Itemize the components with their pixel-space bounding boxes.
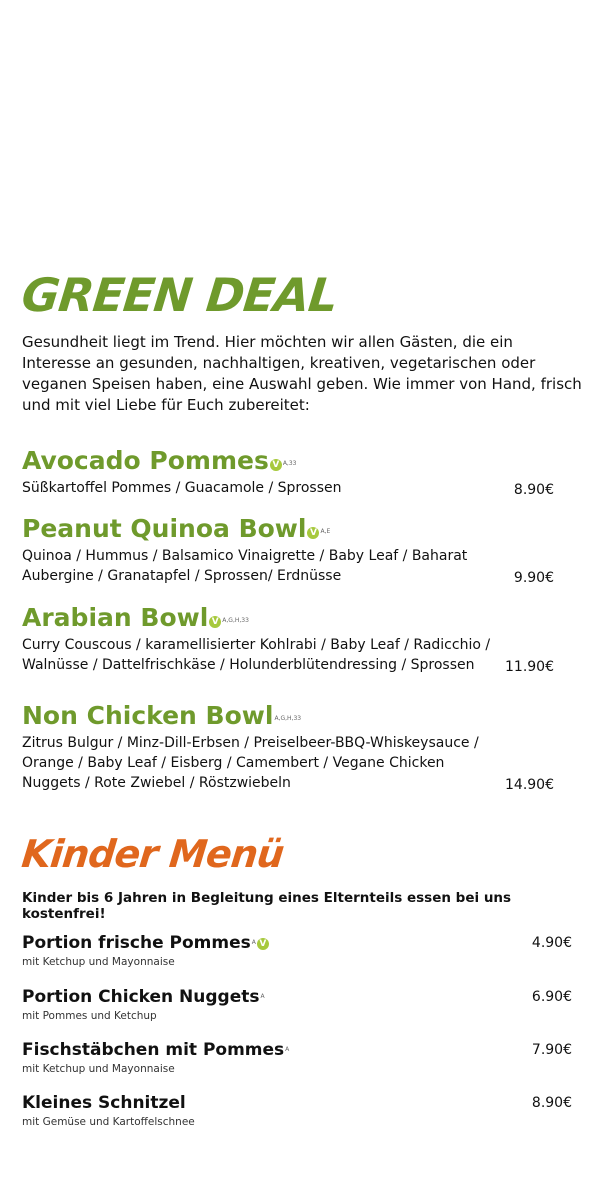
dish-price: 14.90€ [505,777,554,793]
dish-item [22,514,582,586]
allergen-codes: A [260,993,265,1000]
dish-name: Peanut Quinoa Bowl [22,514,307,543]
dish-description: Süßkartoffel Pommes / Guacamole / Sprossen [22,480,342,496]
kids-item-price: 7.90€ [531,1042,572,1058]
dish-name: Non Chicken Bowl [22,701,274,730]
dish-name: Avocado Pommes [22,446,269,475]
green-deal-intro: Gesundheit liegt im Trend. Hier möchten wir allen Gästen, die ein Interesse an gesunden, nachhaltigen, kreativen, vegetarischen oder veganen Speisen haben, eine Auswahl geben. Wie immer von Hand, frisch und mit viel Liebe für Euch zubereitet: [22,333,582,414]
vegan-badge-icon: V [257,938,269,950]
vegan-badge-icon: V [307,527,319,539]
kids-item-price: 6.90€ [531,989,572,1005]
kids-item-description: mit Gemüse und Kartoffelschnee [22,1116,195,1128]
allergen-codes: A,G,H,33 [274,715,302,722]
allergen-codes: A [285,1046,290,1053]
vegan-badge-icon: V [270,459,282,471]
kids-item-name: Fischstäbchen mit Pommes [22,1040,285,1060]
kids-item-name: Kleines Schnitzel [22,1093,186,1113]
kids-menu-item [22,1039,572,1075]
dish-price: 11.90€ [505,659,554,675]
dish-name: Arabian Bowl [22,603,209,632]
dish-description: Quinoa / Hummus / Balsamico Vinaigrette / Baby Leaf / Baharat Aubergine / Granatapfel / Sprossen/ Erdnüsse [22,548,468,584]
green-deal-title: GREEN DEAL [19,268,340,322]
kinder-menu-title: Kinder Menü [19,832,286,876]
kids-menu-item [22,986,572,1022]
kids-item-description: mit Ketchup und Mayonnaise [22,1063,175,1075]
dish-description: Zitrus Bulgur / Minz-Dill-Erbsen / Preiselbeer-BBQ-Whiskeysauce / Orange / Baby Leaf / Eisberg / Camembert / Vegane Chicken Nuggets / Rote Zwiebel / Röstzwiebeln [22,735,479,791]
dish-item [22,446,582,498]
allergen-codes: A [251,939,256,946]
dish-price: 8.90€ [513,482,554,498]
allergen-codes: A,E [320,528,331,535]
dish-item [22,603,582,675]
allergen-codes: A,33 [282,460,297,467]
dish-item [22,701,582,793]
kids-item-name: Portion Chicken Nuggets [22,987,260,1007]
kids-menu-item [22,1092,572,1128]
kids-item-description: mit Pommes und Ketchup [22,1010,157,1022]
kids-item-name: Portion frische Pommes [22,933,251,953]
kids-item-description: mit Ketchup und Mayonnaise [22,956,175,968]
kids-item-price: 4.90€ [531,935,572,951]
kinder-note: Kinder bis 6 Jahren in Begleitung eines Elternteils essen bei uns kostenfrei! [22,890,512,922]
dish-price: 9.90€ [513,570,554,586]
allergen-codes: A,G,H,33 [222,617,249,624]
kids-menu-item [22,932,572,968]
dish-description: Curry Couscous / karamellisierter Kohlrabi / Baby Leaf / Radicchio / Walnüsse / Dattelfrischkäse / Holunderblütendressing / Sprossen [22,637,491,673]
vegan-badge-icon: V [209,616,221,628]
kids-item-price: 8.90€ [531,1095,572,1111]
